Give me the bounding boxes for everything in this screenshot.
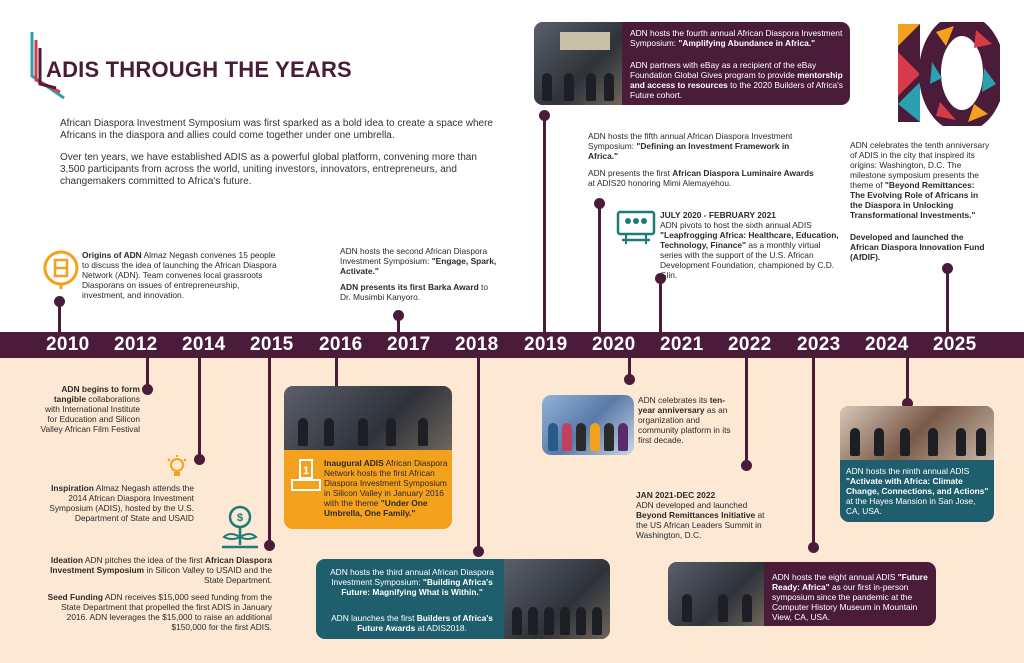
event-2021: JULY 2020 - FEBRUARY 2021 ADN pivots to host the sixth annual ADIS "Leapfrogging Africa: Healthcare, Education, Technology, Finance" as a monthly virtual series with the support of the U.S. African Development Foundation, championed by C.D. Glin. xyxy=(660,210,839,280)
event-seed-funding: Seed Funding ADN receives $15,000 seed funding from the State Department that propelled the first ADIS in January 2016. ADN leverages the $15,000 to raise an additional $150,000 for the first ADIS. xyxy=(47,592,272,632)
event-2019-symposium: ADN hosts the fourth annual African Diaspora Investment Symposium: "Amplifying Abundance in Africa." xyxy=(630,28,843,48)
intro-paragraph-2: Over ten years, we have established ADIS as a powerful global platform, convening more than 3,500 participants from across the world, uniting investors, innovators, entrepreneurs, and changemakers committed to Africa's future. xyxy=(60,152,477,187)
card-2020-photo xyxy=(542,395,634,455)
card-2019 xyxy=(534,22,850,105)
dot-2022 xyxy=(741,460,752,471)
event-2016: Inaugural ADIS African Diaspora Network hosts the first African Diaspora Investment Symposium in Silicon Valley in January 2016 with the theme "Under One Umbrella, One Family." xyxy=(324,458,448,518)
photo-2020-anniversary xyxy=(542,395,634,455)
card-2023 xyxy=(668,562,936,626)
dot-2017 xyxy=(393,310,404,321)
event-inspiration: Inspiration Almaz Negash attends the 2014 African Diaspora Investment Symposium (ADIS), hosted by the U.S. Department of State and USAID xyxy=(49,483,194,523)
year-2025: 2025 xyxy=(933,334,977,355)
dot-2010 xyxy=(54,296,65,307)
year-2018: 2018 xyxy=(455,334,499,355)
event-2023: ADN hosts the eight annual ADIS "Future Ready: Africa" as our first in-person symposium since the pandemic at the Computer History Museum in Mountain View, CA, USA. xyxy=(772,572,928,622)
stem-2022 xyxy=(745,358,748,464)
event-2022: JAN 2021-DEC 2022 ADN developed and launched Beyond Remittances Initiative at the US African Leaders Summit in Washington, D.C. xyxy=(636,490,765,540)
dot-2015 xyxy=(264,540,275,551)
dot-2018 xyxy=(473,546,484,557)
year-2012: 2012 xyxy=(114,334,158,355)
photo-2023-panel xyxy=(668,562,764,626)
intro-paragraph-1: African Diaspora Investment Symposium was first sparked as a bold idea to create a space where Africans in the diaspora and allies could come together under one umbrella. xyxy=(60,118,493,141)
event-2020-symposium: ADN hosts the fifth annual African Diaspora Investment Symposium: "Defining an Investment Framework in Africa." xyxy=(588,131,793,161)
event-origins: Origins of ADN Almaz Negash convenes 15 people to discuss the idea of launching the African Diaspora Network (ADN). Team convenes local grassroots Diasporans on issues of entrepreneurship, investment, and innovation. xyxy=(82,250,277,300)
year-2014: 2014 xyxy=(182,334,226,355)
photo-2019-stage xyxy=(534,22,622,105)
year-2010: 2010 xyxy=(46,334,90,355)
year-2019: 2019 xyxy=(524,334,568,355)
event-2020-luminaire: ADN presents the first African Diaspora Luminaire Awards at ADIS20 honoring Mimi Alemayehou. xyxy=(588,168,814,188)
event-2017-symposium: ADN hosts the second African Diaspora Investment Symposium: "Engage, Spark, Activate." xyxy=(340,246,497,276)
event-2020-anniversary: ADN celebrates its ten-year anniversary as an organization and community platform in its first decade. xyxy=(638,395,731,445)
event-2018-awards: ADN launches the first Builders of Africa's Future Awards at ADIS2018. xyxy=(331,613,493,633)
award-podium-icon xyxy=(290,458,322,494)
year-2016: 2016 xyxy=(319,334,363,355)
dot-2025 xyxy=(942,263,953,274)
year-2023: 2023 xyxy=(797,334,841,355)
stem-2019 xyxy=(543,118,546,332)
dot-2020-lower xyxy=(624,374,635,385)
stem-2014 xyxy=(198,358,201,458)
year-2017: 2017 xyxy=(387,334,431,355)
adn-logo-icon xyxy=(42,250,80,290)
dot-2023 xyxy=(808,542,819,553)
event-2024: ADN hosts the ninth annual ADIS "Activate with Africa: Climate Change, Connections, and Actions" at the Hayes Mansion in San Jose, CA, USA. xyxy=(846,466,989,516)
stem-2024 xyxy=(906,358,909,402)
event-ideation: Ideation ADN pitches the idea of the first African Diaspora Investment Symposium in Silicon Valley to USAID and the State Department. xyxy=(50,555,272,585)
event-2025-anniversary: ADN celebrates the tenth anniversary of ADIS in the city that inspired its origins: Washington, D.C. The milestone symposium presents the theme of "Beyond Remittances: The Evolving Role of Africans in the Diaspora in Unlocking Transformational Investments." xyxy=(850,140,990,220)
event-2025-afdif: Developed and launched the African Diaspora Innovation Fund (AfDIF). xyxy=(850,232,985,262)
dot-2020 xyxy=(594,198,605,209)
year-2015: 2015 xyxy=(250,334,294,355)
page-title: ADIS THROUGH THE YEARS xyxy=(46,57,352,82)
stem-2023 xyxy=(812,358,815,546)
year-2020: 2020 xyxy=(592,334,636,355)
photo-2016-panel xyxy=(284,386,452,450)
virtual-meeting-icon xyxy=(616,210,656,246)
photo-2018-group xyxy=(504,559,610,639)
card-2024 xyxy=(840,406,994,522)
lightbulb-icon xyxy=(166,455,188,479)
ten-anniversary-icon xyxy=(896,22,1000,126)
year-2021: 2021 xyxy=(660,334,704,355)
stem-2025 xyxy=(946,270,949,332)
stem-2020 xyxy=(598,206,601,332)
event-2017-barka: ADN presents its first Barka Award to Dr. Musimbi Kanyoro. xyxy=(340,282,489,302)
year-2024: 2024 xyxy=(865,334,909,355)
dot-2019 xyxy=(539,110,550,121)
event-2019-ebay: ADN partners with eBay as a recipient of the eBay Foundation Global Gives program to provide mentorship and access to resources to the 2020 Builders of Africa's Future cohort. xyxy=(630,60,843,100)
svg-text:$: $ xyxy=(236,512,244,524)
money-plant-icon xyxy=(218,505,262,551)
dot-2014 xyxy=(194,454,205,465)
card-2018 xyxy=(316,559,610,639)
stem-2021 xyxy=(659,280,662,332)
dot-2012 xyxy=(142,384,153,395)
event-2018-symposium: ADN hosts the third annual African Diaspora Investment Symposium: "Building Africa's Future: Magnifying What is Within." xyxy=(330,567,494,597)
card-2016 xyxy=(284,386,452,529)
svg-text:1: 1 xyxy=(302,465,310,477)
event-2012: ADN begins to form tangible collaborations with International Institute for Education and Silicon Valley African Film Festival xyxy=(40,384,140,434)
year-2022: 2022 xyxy=(728,334,772,355)
stem-2018 xyxy=(477,358,480,550)
photo-2024-audience xyxy=(840,406,994,460)
stem-2015 xyxy=(268,358,271,544)
stem-2016 xyxy=(335,358,338,386)
